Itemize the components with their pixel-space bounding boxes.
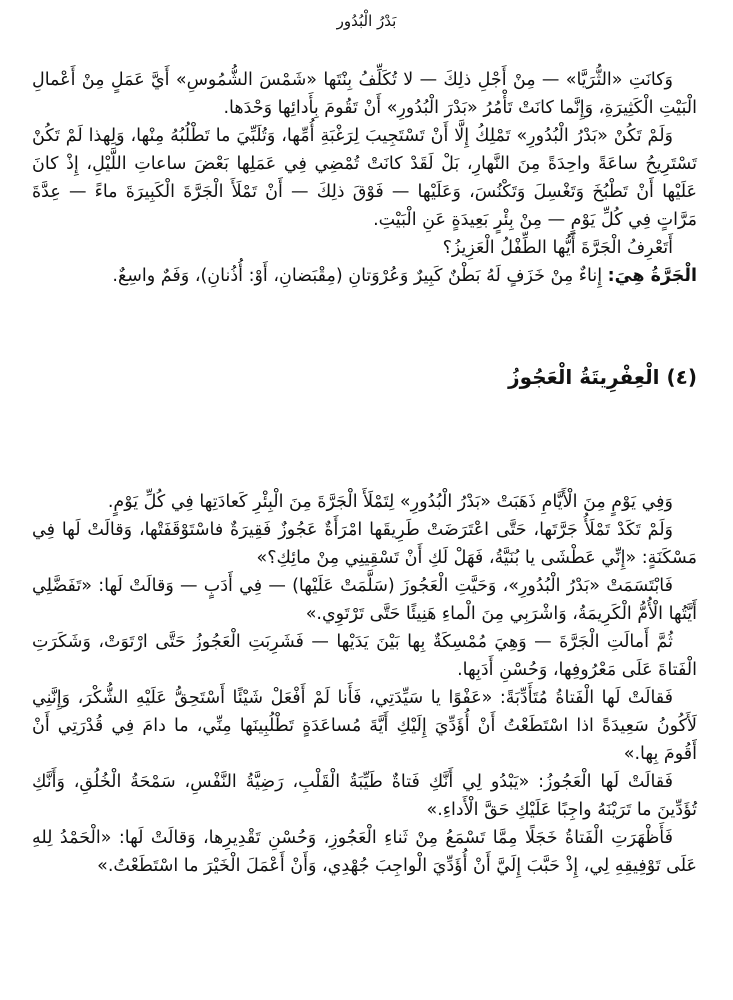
paragraph-1: وَكانَتِ «الثُّرَيَّا» — مِنْ أَجْلِ ذلِكَ — لا تُكَلِّفُ بِنْتَها «شَمْسَ الشُّمُوسِ» أَيَّ عَمَلٍ مِنْ أَعْمالِ الْبَيْتِ الْكَثِيرَةِ، وَإِنَّما كانَتْ تَأْمُرُ «بَدْرَ الْبُدُورِ» أَنْ تَقُومَ بِأَدائِها وَحْدَها. <box>32 70 697 118</box>
definition-paragraph <box>32 262 697 290</box>
paragraph-2: وَلَمْ تَكُنْ «بَدْرُ الْبُدُورِ» تَمْلِكُ إِلَّا أَنْ تَسْتَجِيبَ لِرَغْبَةِ أُمِّها، وَتُلَبِّيَ ما تَطْلُبُهُ مِنْها، وَلِهذا لَمْ تَكُنْ تَسْتَرِيحُ ساعَةً واحِدَةً مِنَ النَّهارِ، بَلْ لَقَدْ كانَتْ تُمْضِي فِي عَمَلِها بَعْضَ ساعاتِ اللَّيْلِ، إِذْ كانَ عَلَيْها أَنْ تَطْبُخَ وَتَغْسِلَ وَتَكْنُسَ، وَعَلَيْها — فَوْقَ ذلِكَ — أَنْ تَمْلَأَ الْجَرَّةَ الْكَبِيرَةَ ماءً — عِدَّةَ مَرَّاتٍ فِي كُلِّ يَوْمٍ — مِنْ بِئْرٍ بَعِيدَةٍ عَنِ الْبَيْتِ. <box>32 126 697 230</box>
paragraph-6: فَابْتَسَمَتْ «بَدْرُ الْبُدُورِ»، وَحَيَّتِ الْعَجُوزَ (سَلَّمَتْ عَلَيْها) — فِي أَدَبٍ — وَقالَتْ لَها: «تَفَضَّلِي أَيَّتُها الْأُمُّ الْكَرِيمَةُ، وَاشْرَبِي مِنَ الْماءِ هَنِيئًا حَتَّى تَرْتَوِي.» <box>32 576 697 624</box>
running-title: بَدْرُ الْبُدُور <box>336 12 397 30</box>
section-heading: (٤) الْعِفْرِيتَةُ الْعَجُوزُ <box>508 365 697 389</box>
paragraph-5: وَلَمْ تَكَدْ تَمْلَأُ جَرَّتَها، حَتَّى اعْتَرَضَتْ طَرِيقَها امْرَأَةٌ عَجُوزٌ فَقِيرَةٌ فاسْتَوْقَفَتْها، وَقالَتْ لَها فِي مَسْكَنَةٍ: «إِنِّي عَطْشَى يا بُنَيَّةُ، فَهَلْ لَكِ أَنْ تَسْقِينِي مِنْ مائِكِ؟» <box>32 520 697 568</box>
paragraph-7: ثُمَّ أَمالَتِ الْجَرَّةَ — وَهِيَ مُمْسِكَةٌ بِها بَيْنَ يَدَيْها — فَشَرِبَتِ الْعَجُوزُ حَتَّى ارْتَوَتْ، وَشَكَرَتِ الْفَتاةَ عَلَى مَعْرُوفِها، وَحُسْنِ أَدَبِها. <box>32 632 697 680</box>
section-1-text <box>32 66 697 290</box>
paragraph-8: فَقالَتْ لَها الْفَتاةُ مُتَأَدِّبَةً: «عَفْوًا يا سَيِّدَتِي، فَأَنا لَمْ أَفْعَلْ شَيْئًا أَسْتَحِقُّ عَلَيْهِ الشُّكْرَ، وَإِنَّنِي لَأَكُونُ سَعِيدَةً اذا اسْتَطَعْتُ أَنْ أُؤَدِّيَ إِلَيْكِ أَيَّةَ مُساعَدَةٍ تَطْلُبِينَها مِنِّي، ما دامَ فِي قُدْرَتِي أَنْ أَقُومَ بِها.» <box>32 688 697 764</box>
section-2-text <box>32 488 697 880</box>
definition-term: الْجَرَّةُ هِيَ: <box>607 266 697 286</box>
definition-text: إِناءٌ مِنْ خَزَفٍ لَهُ بَطْنٌ كَبِيرٌ وَعُرْوَتانِ (مِقْبَضانِ، أَوْ: أُذُنانِ)، وَفَمٌ واسِعٌ. <box>112 266 608 286</box>
paragraph-4: وَفِي يَوْمٍ مِنَ الْأَيَّامِ ذَهَبَتْ «بَدْرُ الْبُدُورِ» لِتَمْلَأَ الْجَرَّةَ مِنَ الْبِئْرِ كَعادَتِها فِي كُلِّ يَوْمٍ. <box>107 492 673 512</box>
paragraph-9: فَقالَتْ لَها الْعَجُوزُ: «يَبْدُو لِي أَنَّكِ فَتاةٌ طَيِّبَةُ الْقَلْبِ، رَضِيَّةُ النَّفْسِ، سَمْحَةُ الْخُلُقِ، وَأَنَّكِ تُؤَدِّينَ ما تَرَيْنَهُ واجِبًا عَلَيْكِ حَقَّ الْأَداءِ.» <box>32 772 697 820</box>
paragraph-10: فَأَظْهَرَتِ الْفَتاةُ خَجَلًا مِمَّا تَسْمَعُ مِنْ ثَناءِ الْعَجُوزِ، وَحُسْنِ تَقْدِيرِها، وَقالَتْ لَها: «الْحَمْدُ لِلهِ عَلَى تَوْفِيقِهِ لِي، إِذْ حَبَّبَ إِلَيَّ أَنْ أُؤَدِّيَ الْواجِبَ جُهْدِي، وَأَنْ أَعْمَلَ الْخَيْرَ ما اسْتَطَعْتُ.» <box>32 828 697 876</box>
paragraph-3: أَتَعْرِفُ الْجَرَّةَ أَيُّها الطِّفْلُ الْعَزِيزُ؟ <box>442 238 673 258</box>
